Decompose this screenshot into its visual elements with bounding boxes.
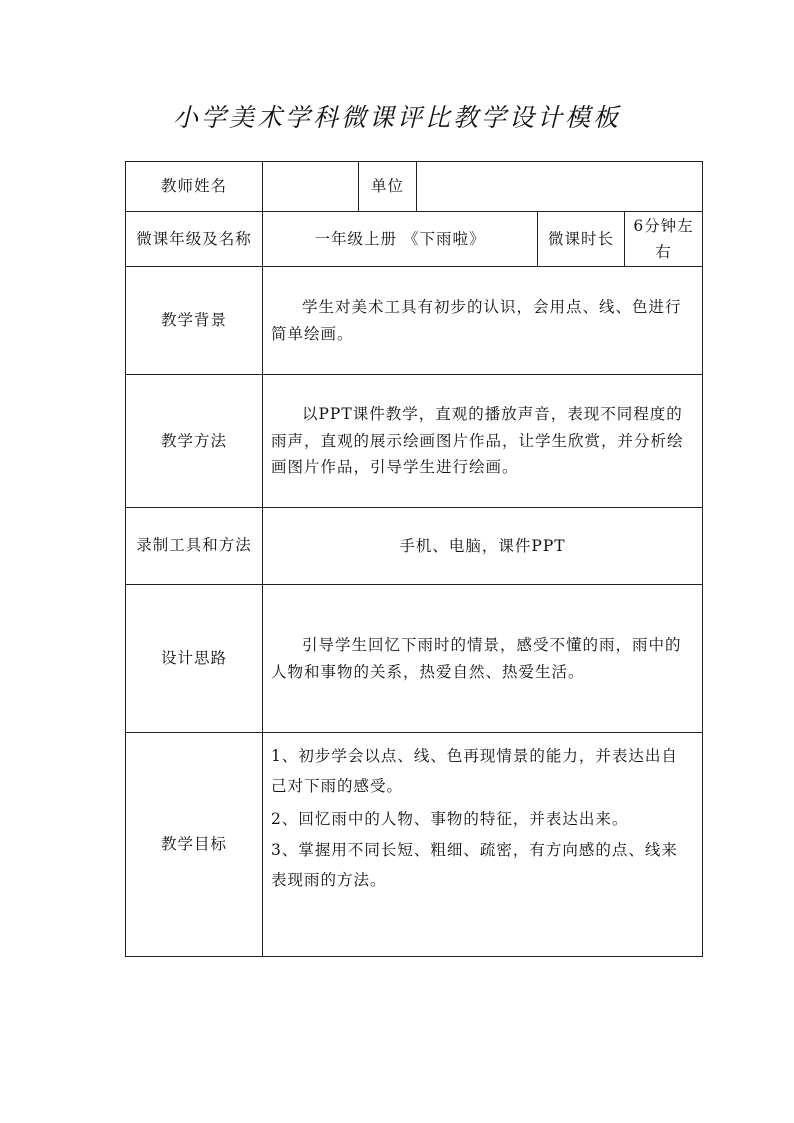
row-teacher xyxy=(126,162,703,212)
background-label: 教学背景 xyxy=(126,267,263,375)
design-text: 引导学生回忆下雨时的情景，感受不懂的雨，雨中的人物和事物的关系，热爱自然、热爱生活。 xyxy=(263,585,703,733)
duration-value: 6分钟左右 xyxy=(625,212,703,267)
course-value: 一年级上册 《下雨啦》 xyxy=(263,212,538,267)
duration-label: 微课时长 xyxy=(538,212,625,267)
row-method xyxy=(126,375,703,508)
unit-value[interactable] xyxy=(417,162,703,212)
row-course xyxy=(126,212,703,267)
tools-label: 录制工具和方法 xyxy=(126,508,263,585)
goals-cell xyxy=(263,733,703,957)
background-text: 学生对美术工具有初步的认识，会用点、线、色进行简单绘画。 xyxy=(263,267,703,375)
goal-item: 1、初步学会以点、线、色再现情景的能力，并表达出自己对下雨的感受。 xyxy=(271,747,678,796)
goal-item: 3、掌握用不同长短、粗细、疏密，有方向感的点、线来表现雨的方法。 xyxy=(271,840,678,889)
teacher-name-value[interactable] xyxy=(263,162,359,212)
tools-text: 手机、电脑，课件PPT xyxy=(263,508,703,585)
row-design xyxy=(126,585,703,733)
design-label: 设计思路 xyxy=(126,585,263,733)
goal-item: 2、回忆雨中的人物、事物的特征，并表达出来。 xyxy=(271,810,629,829)
unit-label: 单位 xyxy=(359,162,417,212)
goals-label: 教学目标 xyxy=(126,733,263,957)
row-tools xyxy=(126,508,703,585)
row-background xyxy=(126,267,703,375)
method-text: 以PPT课件教学，直观的播放声音，表现不同程度的雨声，直观的展示绘画图片作品，让学生欣赏，并分析绘画图片作品，引导学生进行绘画。 xyxy=(263,375,703,508)
method-label: 教学方法 xyxy=(126,375,263,508)
row-goals xyxy=(126,733,703,957)
teacher-name-label: 教师姓名 xyxy=(126,162,263,212)
page-title: 小学美术学科微课评比教学设计模板 xyxy=(172,103,621,132)
course-label: 微课年级及名称 xyxy=(126,212,263,267)
lesson-design-form xyxy=(125,161,703,957)
